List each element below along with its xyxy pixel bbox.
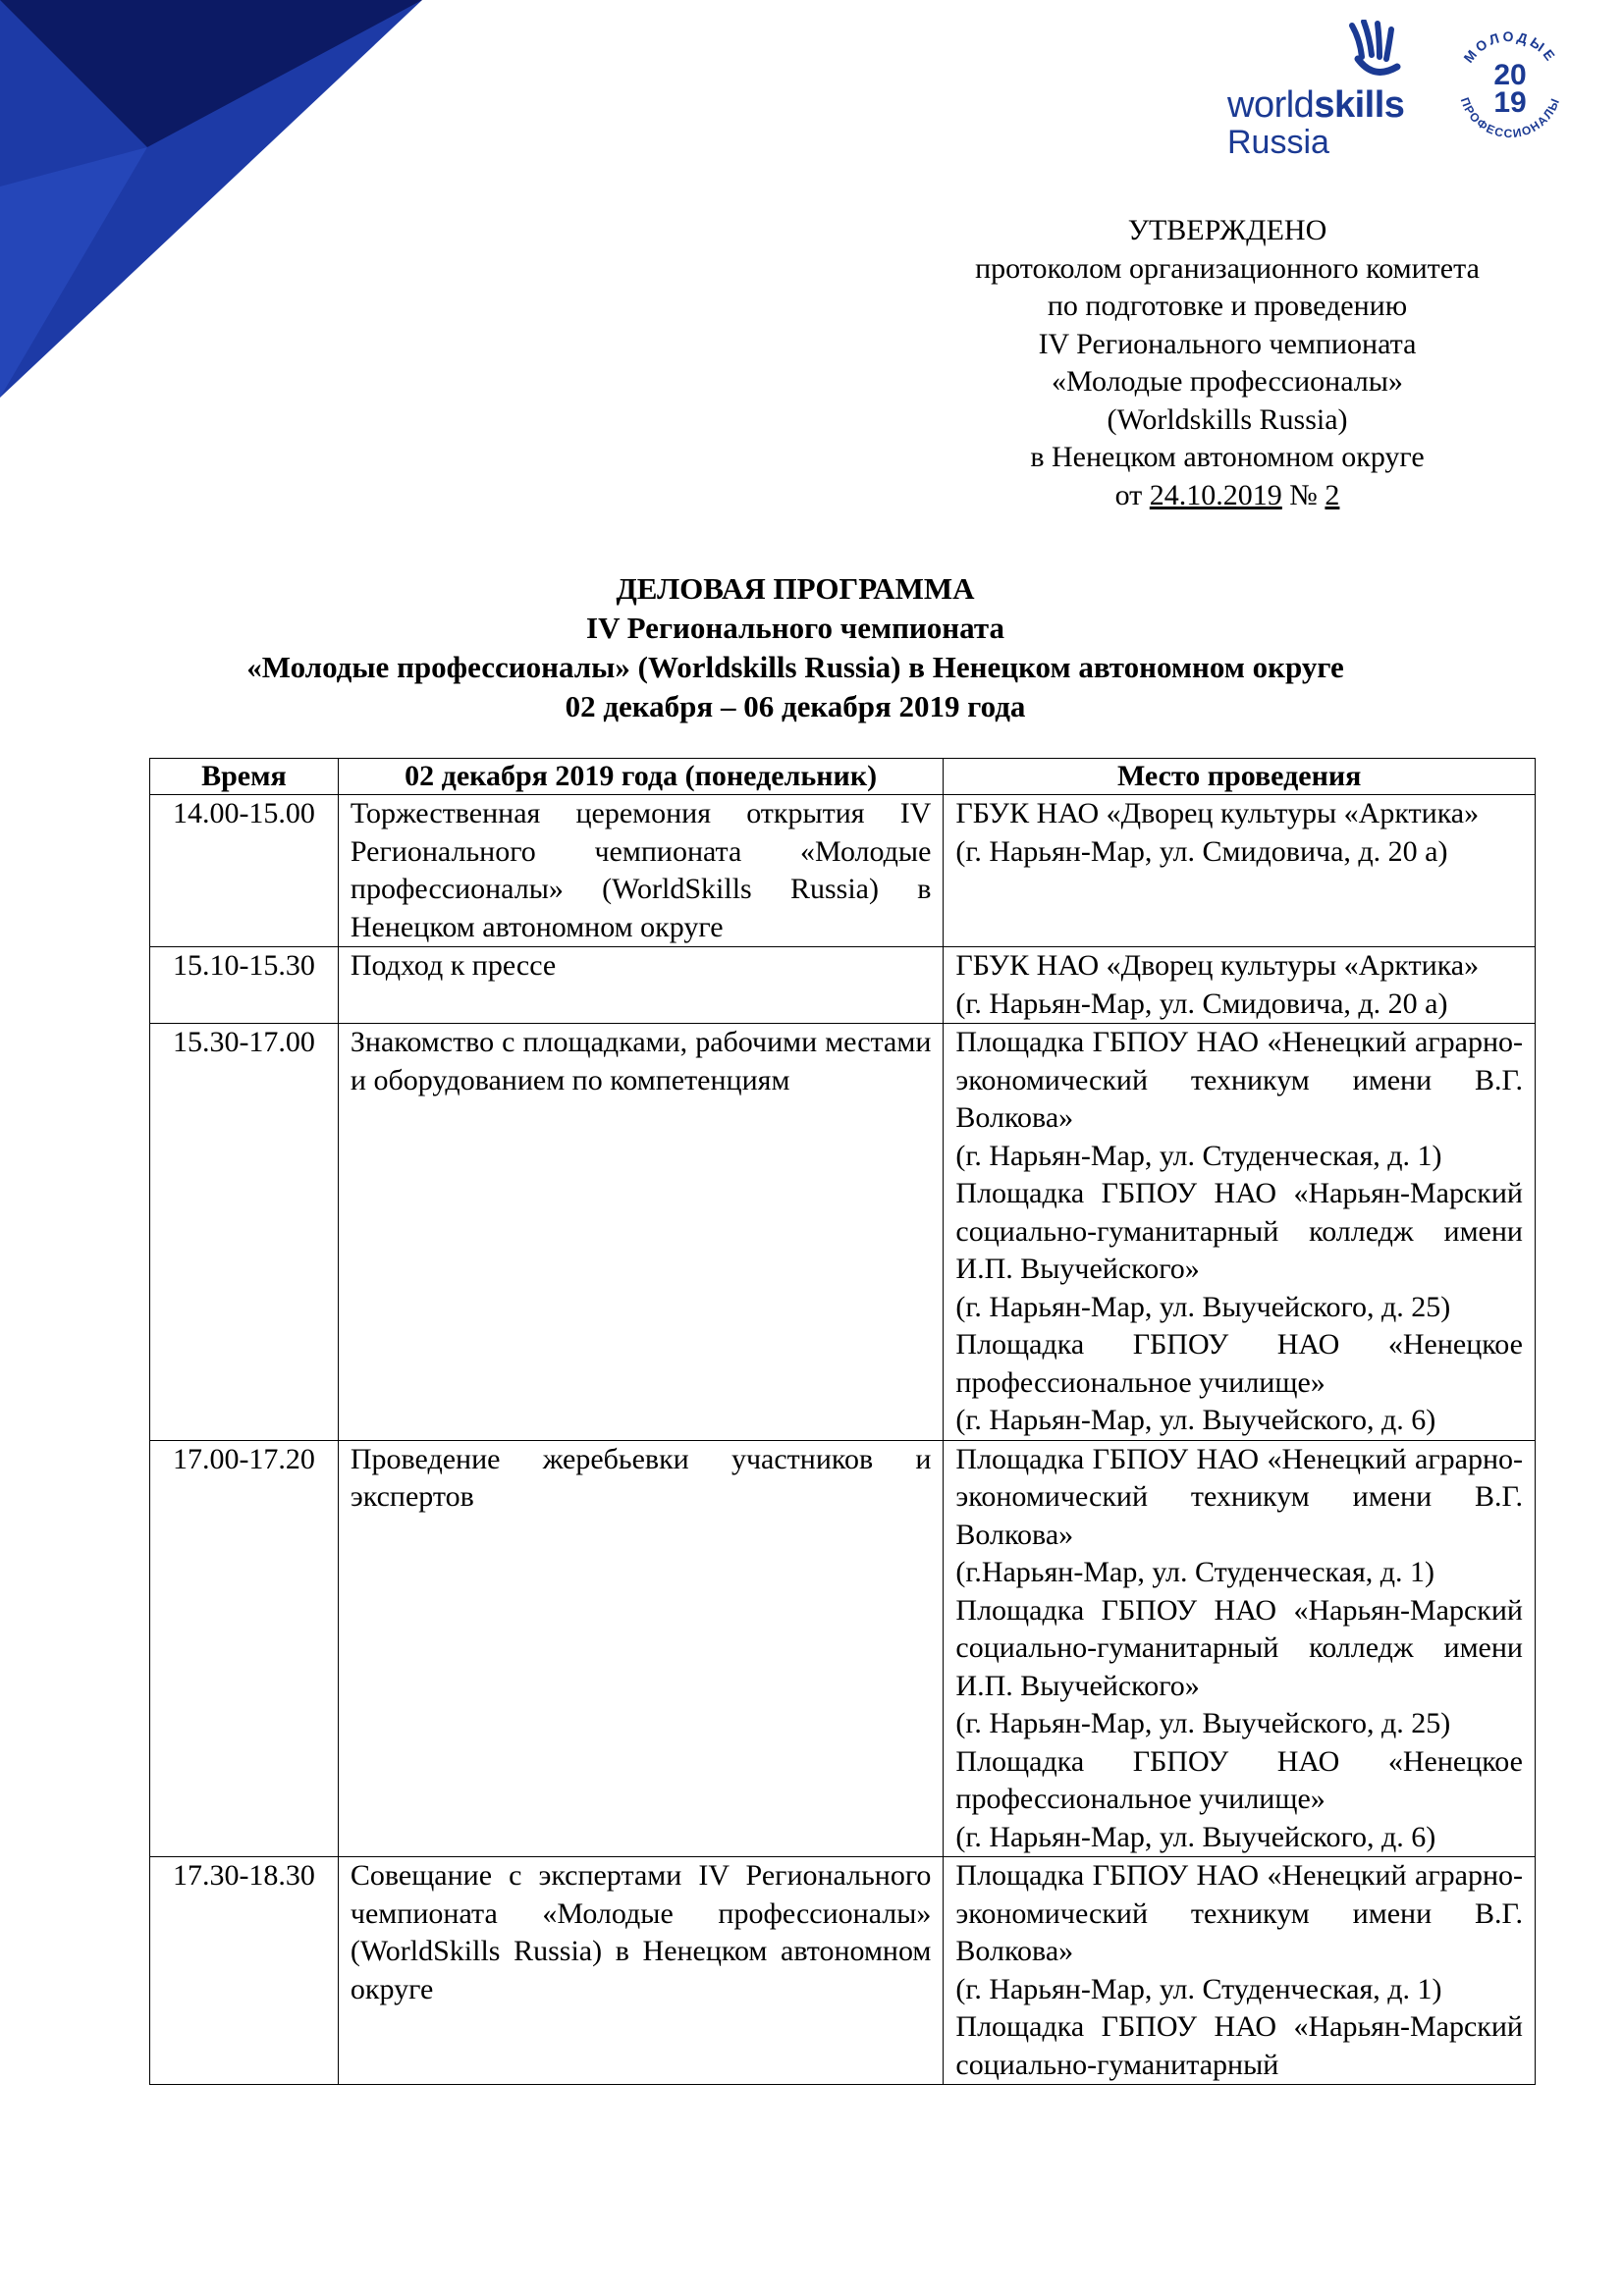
row-event: Торжественная церемония открытия IV Регионального чемпионата «Молодые профессионалы» (WorldSkills Russia) в Ненецком автономном округе bbox=[338, 795, 944, 947]
place-line: (г. Нарьян-Мар, ул. Выучейского, д. 25) bbox=[955, 1707, 1451, 1739]
place-line: Площадка ГБПОУ НАО «Нарьян-Марский социально-гуманитарный колледж имени И.П. Выучейского» bbox=[955, 1177, 1523, 1285]
row-time: 15.30-17.00 bbox=[150, 1024, 339, 1441]
approval-line: УТВЕРЖДЕНО bbox=[1127, 214, 1327, 246]
approval-block bbox=[913, 212, 1542, 514]
row-event: Подход к прессе bbox=[338, 947, 944, 1024]
approval-date-line bbox=[913, 477, 1542, 515]
table-row bbox=[150, 1857, 1536, 2085]
young-professionals-seal bbox=[1445, 22, 1575, 151]
place-line: (г. Нарьян-Мар, ул. Смидовича, д. 20 а) bbox=[955, 834, 1448, 868]
place-line: Площадка ГБПОУ НАО «Ненецкий аграрно-экономический техникум имени В.Г. Волкова» bbox=[955, 1442, 1523, 1551]
place-line: Площадка ГБПОУ НАО «Нарьян-Марский социально-гуманитарный bbox=[955, 2010, 1523, 2081]
place-line: Площадка ГБПОУ НАО «Ненецкое профессиональное училище» bbox=[955, 1744, 1523, 1815]
place-line: (г. Нарьян-Мар, ул. Смидовича, д. 20 а) bbox=[955, 987, 1448, 1020]
place-line: ГБУК НАО «Дворец культуры «Арктика» bbox=[955, 797, 1480, 829]
approval-line: по подготовке и проведению bbox=[1047, 290, 1408, 322]
place-line: (г. Нарьян-Мар, ул. Студенческая, д. 1) bbox=[955, 1139, 1442, 1172]
place-line: Площадка ГБПОУ НАО «Нарьян-Марский социально-гуманитарный колледж имени И.П. Выучейского» bbox=[955, 1593, 1523, 1702]
title-line: «Молодые профессионалы» (Worldskills Russia) в Ненецком автономном округе bbox=[246, 650, 1344, 684]
seal-year-b: 19 bbox=[1493, 86, 1527, 119]
approval-number-sign: № bbox=[1289, 478, 1318, 511]
title-line: IV Регионального чемпионата bbox=[586, 611, 1004, 645]
header-day: 02 декабря 2019 года (понедельник) bbox=[338, 759, 944, 795]
title-line: 02 декабря – 06 декабря 2019 года bbox=[565, 689, 1026, 723]
title-line: ДЕЛОВАЯ ПРОГРАММА bbox=[616, 571, 975, 606]
table-row bbox=[150, 1440, 1536, 1857]
place-line: (г. Нарьян-Мар, ул. Выучейского, д. 25) bbox=[955, 1290, 1451, 1323]
row-place bbox=[944, 1857, 1536, 2085]
logo-russia: Russia bbox=[1227, 124, 1329, 161]
row-place bbox=[944, 1440, 1536, 1857]
seal-year-a: 20 bbox=[1493, 59, 1527, 91]
row-time: 15.10-15.30 bbox=[150, 947, 339, 1024]
place-line: (г. Нарьян-Мар, ул. Выучейского, д. 6) bbox=[955, 1820, 1436, 1853]
place-line: (г. Нарьян-Мар, ул. Выучейского, д. 6) bbox=[955, 1404, 1436, 1436]
table-row bbox=[150, 795, 1536, 947]
worldskills-wordmark bbox=[1227, 86, 1404, 159]
row-event: Знакомство с площадками, рабочими местами и оборудованием по компетенциям bbox=[338, 1024, 944, 1441]
corner-decoration bbox=[0, 0, 422, 402]
row-time: 17.00-17.20 bbox=[150, 1440, 339, 1857]
place-line: (г.Нарьян-Мар, ул. Студенческая, д. 1) bbox=[955, 1556, 1434, 1588]
logo-skills: skills bbox=[1314, 84, 1405, 126]
approval-date-prefix: от bbox=[1114, 478, 1143, 511]
table-row bbox=[150, 1024, 1536, 1441]
place-line: (г. Нарьян-Мар, ул. Студенческая, д. 1) bbox=[955, 1972, 1442, 2005]
place-line: Площадка ГБПОУ НАО «Ненецкий аграрно-экономический техникум имени В.Г. Волкова» bbox=[955, 1859, 1523, 1967]
worldskills-hand-icon bbox=[1340, 20, 1409, 88]
header-time: Время bbox=[150, 759, 339, 795]
header-place: Место проведения bbox=[944, 759, 1536, 795]
row-place bbox=[944, 1024, 1536, 1441]
place-line: Площадка ГБПОУ НАО «Ненецкий аграрно-экономический техникум имени В.Г. Волкова» bbox=[955, 1026, 1523, 1134]
row-time: 17.30-18.30 bbox=[150, 1857, 339, 2085]
program-table bbox=[149, 758, 1536, 2085]
approval-date: 24.10.2019 bbox=[1149, 478, 1282, 511]
worldskills-logo bbox=[1227, 20, 1581, 167]
row-event: Проведение жеребьевки участников и экспертов bbox=[338, 1440, 944, 1857]
approval-line: (Worldskills Russia) bbox=[1107, 402, 1348, 436]
seal-top-text: МОЛОДЫЕ bbox=[1460, 27, 1560, 66]
document-title bbox=[118, 569, 1473, 726]
approval-line: IV Регионального чемпионата bbox=[1038, 327, 1417, 360]
table-header-row bbox=[150, 759, 1536, 795]
row-event: Совещание с экспертами IV Регионального чемпионата «Молодые профессионалы» (WorldSkills Russia) в Ненецком автономном округе bbox=[338, 1857, 944, 2085]
logo-world: world bbox=[1227, 84, 1315, 126]
row-place bbox=[944, 947, 1536, 1024]
place-line: ГБУК НАО «Дворец культуры «Арктика» bbox=[955, 949, 1480, 982]
table-row bbox=[150, 947, 1536, 1024]
approval-line: в Ненецком автономном округе bbox=[1030, 441, 1425, 473]
row-time: 14.00-15.00 bbox=[150, 795, 339, 947]
approval-line: «Молодые профессионалы» bbox=[1052, 365, 1403, 398]
place-line: Площадка ГБПОУ НАО «Ненецкое профессиональное училище» bbox=[955, 1328, 1523, 1399]
approval-number: 2 bbox=[1325, 478, 1340, 511]
row-place bbox=[944, 795, 1536, 947]
seal-bottom-text: ПРОФЕССИОНАЛЫ bbox=[1457, 95, 1563, 141]
approval-line: протоколом организационного комитета bbox=[975, 251, 1480, 285]
